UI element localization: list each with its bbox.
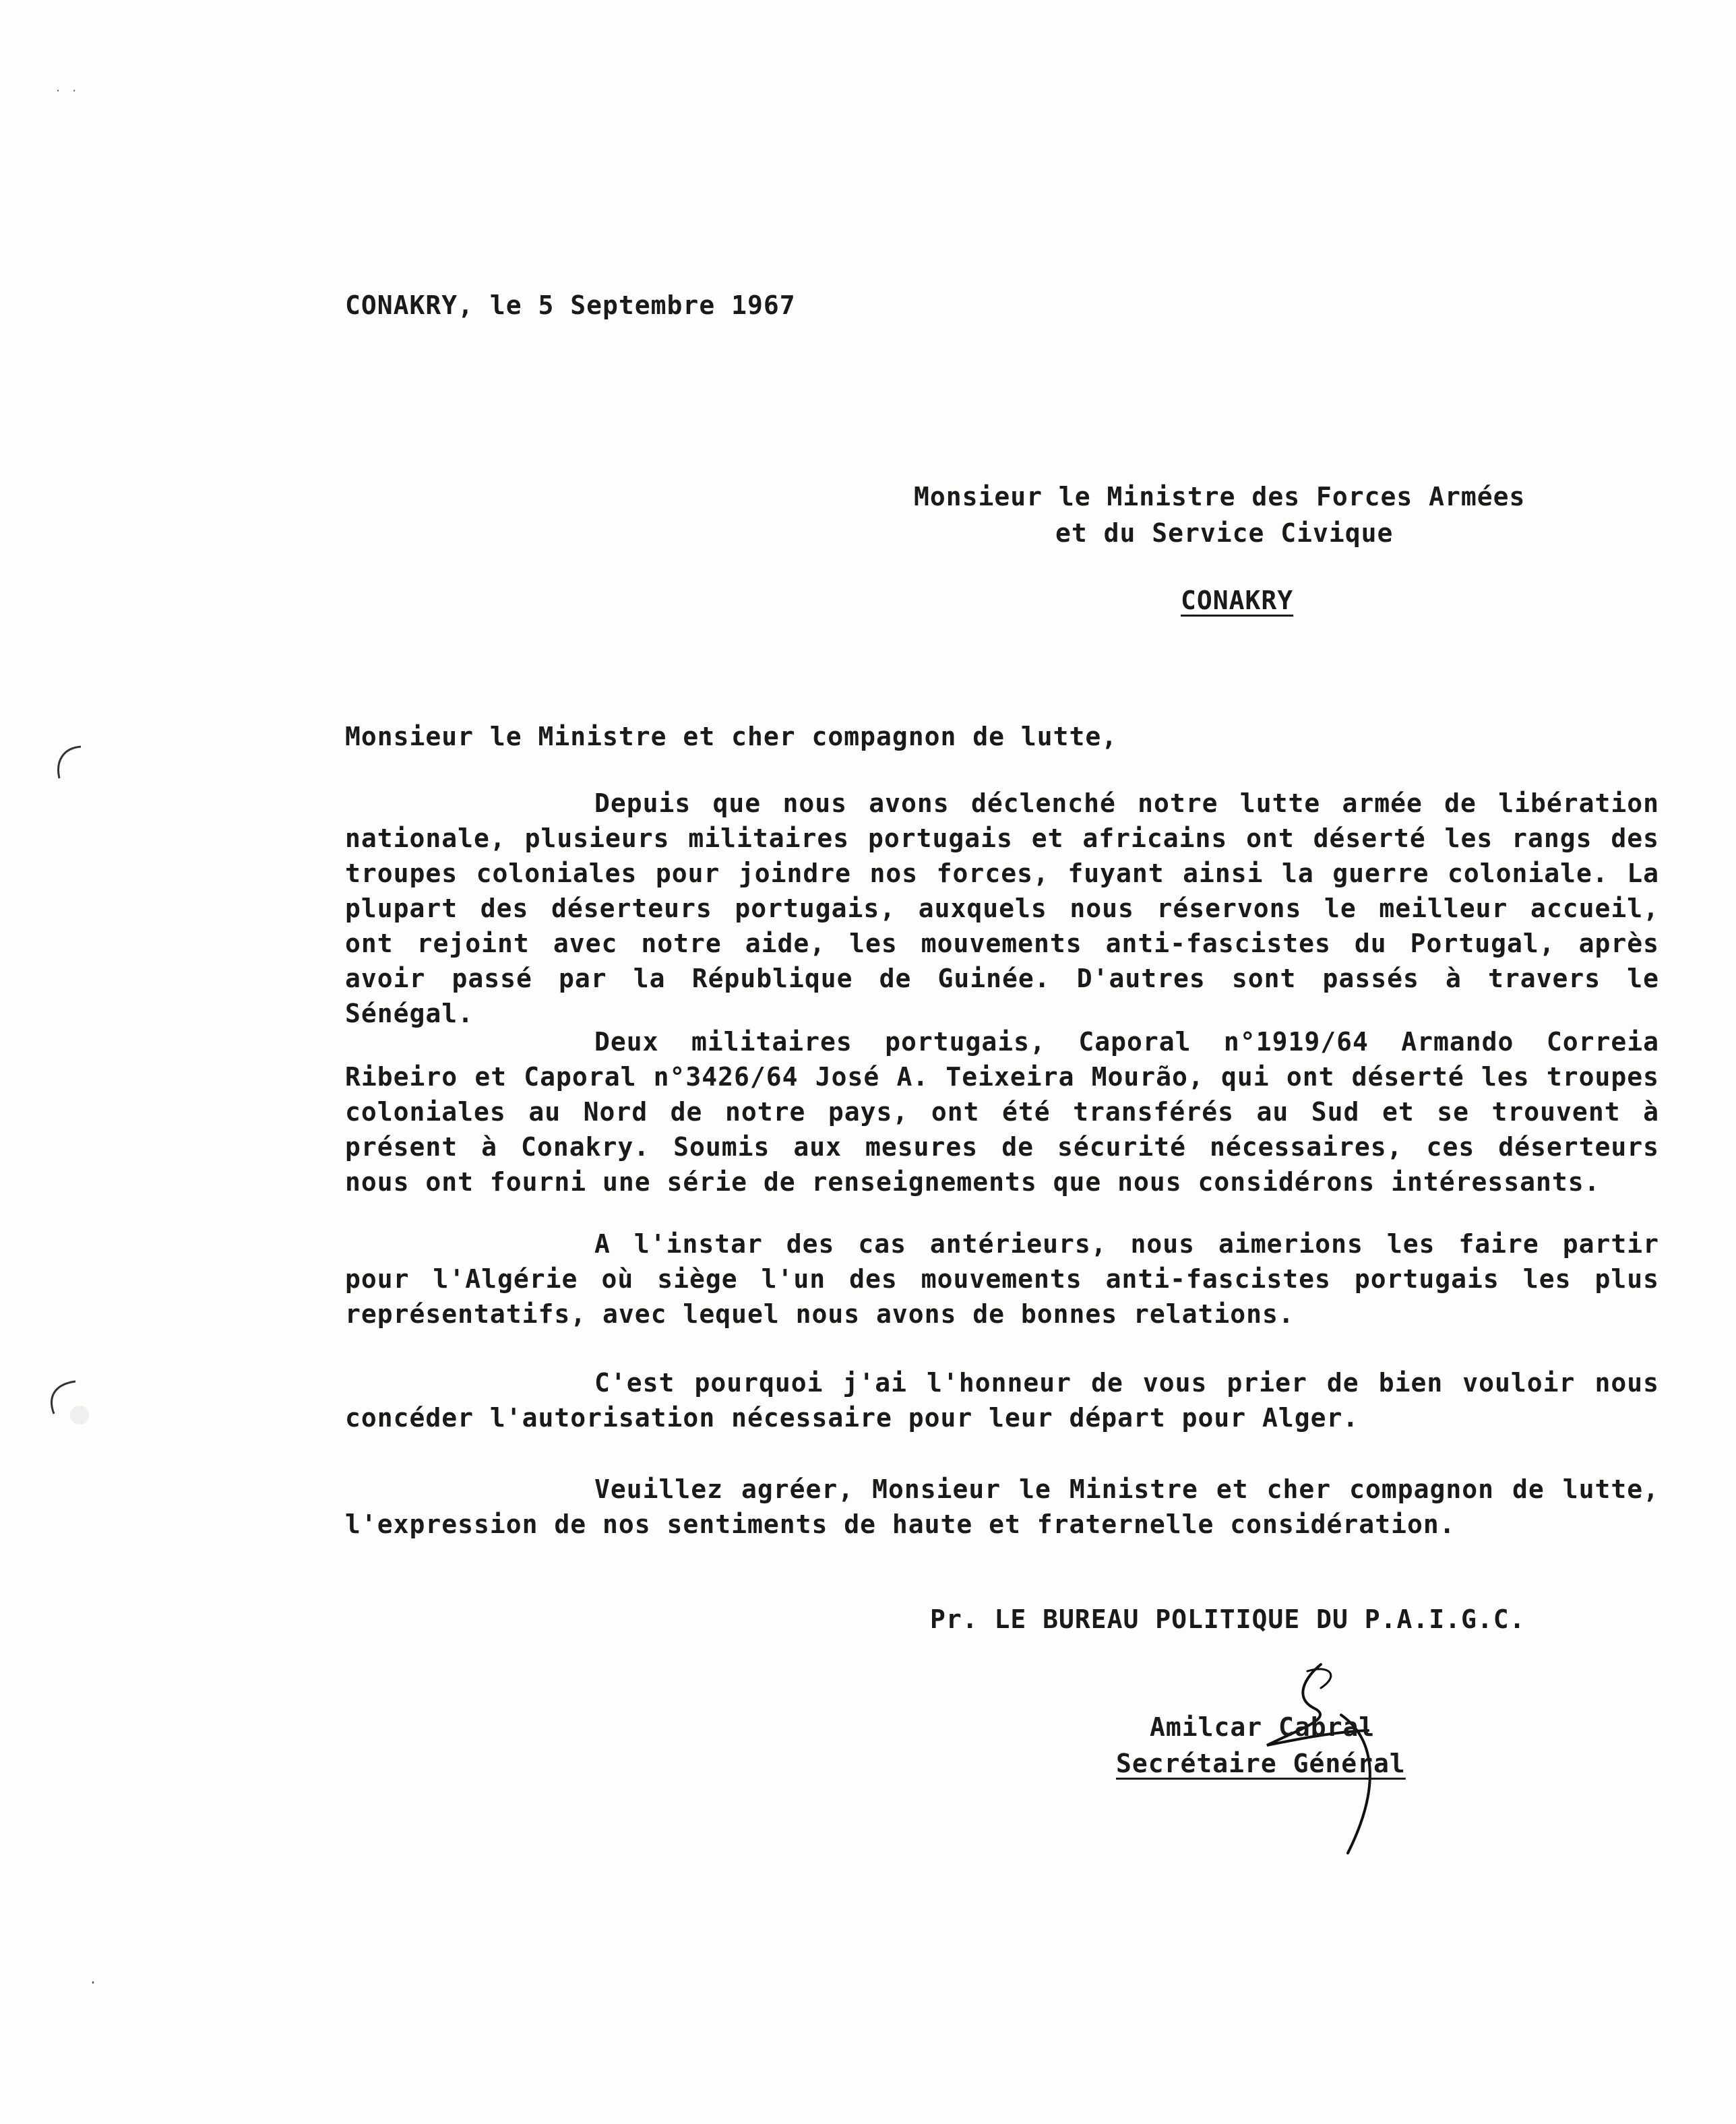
punch-hole-mark — [47, 741, 88, 788]
body-paragraph: C'est pourquoi j'ai l'honneur de vous prier de bien vouloir nous concéder l'autorisation nécessaire pour leur départ pour Alger. — [345, 1368, 1659, 1433]
body-paragraph: Veuillez agréer, Monsieur le Ministre et cher compagnon de lutte, l'expression de nos sentiments de haute et fraternelle considération. — [345, 1474, 1659, 1539]
recipient-city: CONAKRY — [1181, 586, 1294, 615]
recipient-line-2: et du Service Civique — [1055, 518, 1394, 548]
punch-hole-mark — [40, 1375, 81, 1422]
signatory-title: Secrétaire Général — [1116, 1749, 1406, 1778]
closing-bureau: Pr. LE BUREAU POLITIQUE DU P.A.I.G.C. — [930, 1604, 1526, 1634]
body-paragraph: A l'instar des cas antérieurs, nous aimerions les faire partir pour l'Algérie où siège l'un des mouvements anti-fascistes portugais les plus représentatifs, avec lequel nous avons de bonnes relations. — [345, 1229, 1659, 1329]
scan-speck: · — [89, 1974, 98, 1991]
salutation: Monsieur le Ministre et cher compagnon de lutte, — [345, 722, 1118, 751]
scan-speck: ˙ ˙ — [54, 88, 79, 104]
letter-date: CONAKRY, le 5 Septembre 1967 — [345, 290, 796, 320]
signatory-name: Amilcar Cabral — [1150, 1712, 1375, 1742]
body-paragraph: Depuis que nous avons déclenché notre lutte armée de libération nationale, plusieurs militaires portugais et africains ont déserté les rangs des troupes coloniales pour joindre nos forces, fuyant ainsi la guerre coloniale. La plupart des déserteurs portugais, auxquels nous réservons le meilleur accueil, ont rejoint avec notre aide, les mouvements anti-fascistes du Portugal, après avoir passé par la République de Guinée. D'autres sont passés à travers le Sénégal. — [345, 788, 1659, 1028]
body-paragraph: Deux militaires portugais, Caporal n°1919/64 Armando Correia Ribeiro et Caporal n°3426/64 José A. Teixeira Mourão, qui ont déserté les troupes coloniales au Nord de notre pays, ont été transférés au Sud et se trouvent à présent à Conakry. Soumis aux mesures de sécurité nécessaires, ces déserteurs nous ont fourni une série de renseignements que nous considérons intéressants. — [345, 1027, 1659, 1197]
recipient-line-1: Monsieur le Ministre des Forces Armées — [914, 482, 1526, 511]
